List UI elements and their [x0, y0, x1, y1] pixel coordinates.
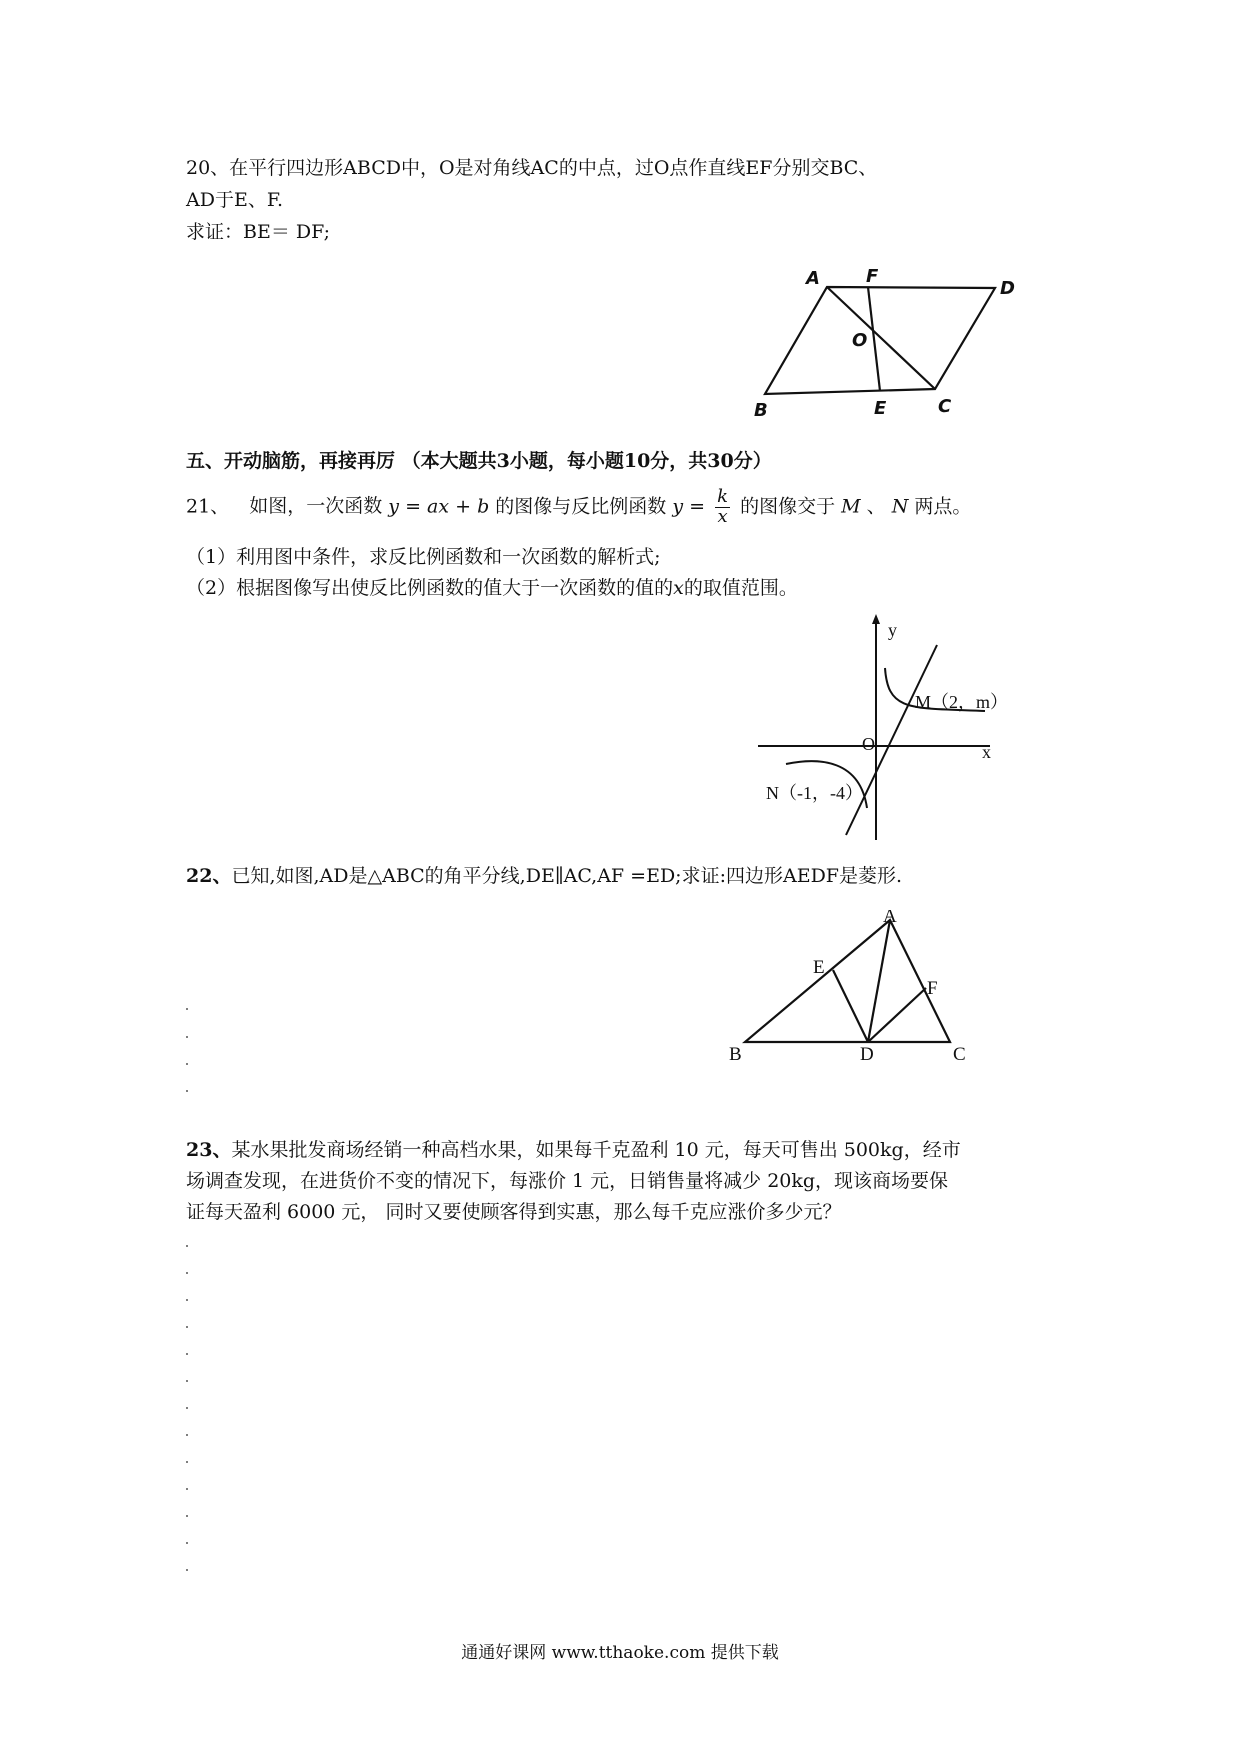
q21-text-4: 两点。	[914, 495, 972, 518]
fraction-denominator: x	[717, 505, 728, 527]
q21-part-1: （1）利用图中条件，求反比例函数和一次函数的解析式;	[186, 546, 661, 568]
label-E: E	[874, 398, 887, 419]
q21-number: 21、	[186, 495, 230, 518]
y-axis-label: y	[888, 620, 897, 640]
q23-line-3: 证每天盈利 6000 元， 同时又要使顾客得到实惠，那么每千克应涨价多少元？	[186, 1201, 842, 1223]
scan-mark	[186, 1407, 188, 1409]
triangle-label-E: E	[813, 957, 825, 978]
q21-separator: 、	[866, 495, 886, 518]
scan-mark	[186, 1569, 188, 1571]
triangle-figure	[725, 910, 985, 1074]
point-M-name: M	[841, 495, 861, 518]
origin-label: O	[862, 734, 875, 754]
label-D: D	[1000, 278, 1015, 299]
triangle-label-D: D	[860, 1044, 874, 1065]
scan-mark	[186, 1353, 188, 1355]
fraction-numerator: k	[717, 486, 729, 507]
label-C: C	[938, 396, 952, 417]
scan-mark	[186, 1326, 188, 1328]
scan-mark	[186, 1063, 188, 1065]
section-heading	[186, 450, 772, 473]
q21-linear-function: y = ax + b	[388, 495, 490, 518]
q22-number: 22、	[186, 865, 232, 887]
scan-mark	[186, 1272, 188, 1274]
k-over-x-fraction	[715, 488, 730, 527]
scan-mark	[186, 1434, 188, 1436]
triangle-label-C: C	[953, 1044, 966, 1065]
point-N-label: N（-1，-4）	[766, 783, 863, 803]
q20-line-2: AD于E、F.	[186, 189, 284, 211]
x-axis-label: x	[982, 742, 991, 762]
q21-text-1: 如图，一次函数	[249, 495, 383, 518]
q23-line-2: 场调查发现，在进货价不变的情况下，每涨价 1 元，日销售量将减少 20kg，现该商场要保	[186, 1170, 949, 1192]
q21-text-2: 的图像与反比例函数	[495, 495, 667, 518]
q21-part-2-x: x	[673, 577, 684, 599]
section-title: 五、开动脑筋，再接再厉	[186, 450, 396, 472]
label-O: O	[852, 330, 868, 351]
point-N-name: N	[891, 495, 909, 518]
q21-stem	[186, 488, 971, 527]
q21-part-2	[186, 577, 798, 600]
q23-number: 23、	[186, 1139, 232, 1161]
scan-mark	[186, 1299, 188, 1301]
q20-line-1: 20、在平行四边形ABCD中，O是对角线AC的中点，过O点作直线EF分别交BC、	[186, 157, 878, 179]
q21-part-2-text-b: 的取值范围。	[683, 577, 798, 599]
scan-mark	[186, 1036, 188, 1038]
triangle-label-B: B	[729, 1044, 742, 1065]
page-footer: 通通好课网 www.tthaoke.com 提供下载	[461, 1643, 779, 1663]
q21-text-3: 的图像交于	[740, 495, 836, 518]
scan-mark	[186, 1515, 188, 1517]
section-note: （本大题共3小题，每小题10分，共30分）	[401, 450, 772, 472]
q20-prove: 求证：BE＝ DF;	[186, 221, 331, 243]
triangle-label-F: F	[927, 978, 938, 999]
q21-y-equals: y =	[672, 495, 706, 518]
scan-mark	[186, 1008, 188, 1010]
scan-mark	[186, 1461, 188, 1463]
scan-mark	[186, 1090, 188, 1092]
label-B: B	[754, 400, 768, 421]
q23-line-1	[186, 1139, 961, 1162]
triangle-label-A: A	[883, 910, 897, 927]
label-A: A	[806, 268, 820, 289]
q21-part-2-text-a: （2）根据图像写出使反比例函数的值大于一次函数的值的	[186, 577, 674, 599]
parallelogram-figure	[750, 262, 1050, 426]
scan-mark	[186, 1380, 188, 1382]
function-graph-figure	[750, 612, 1030, 846]
label-F: F	[866, 266, 879, 287]
point-M-label: M（2，m）	[915, 692, 1009, 712]
q23-text-1: 某水果批发商场经销一种高档水果，如果每千克盈利 10 元，每天可售出 500kg，经市	[231, 1139, 961, 1161]
scan-mark	[186, 1488, 188, 1490]
scan-mark	[186, 1542, 188, 1544]
scan-mark	[186, 1245, 188, 1247]
q22-text: 已知,如图,AD是△ABC的角平分线,DE∥AC,AF =ED;求证:四边形AEDF是菱形.	[231, 865, 903, 887]
q22-stem	[186, 865, 902, 888]
